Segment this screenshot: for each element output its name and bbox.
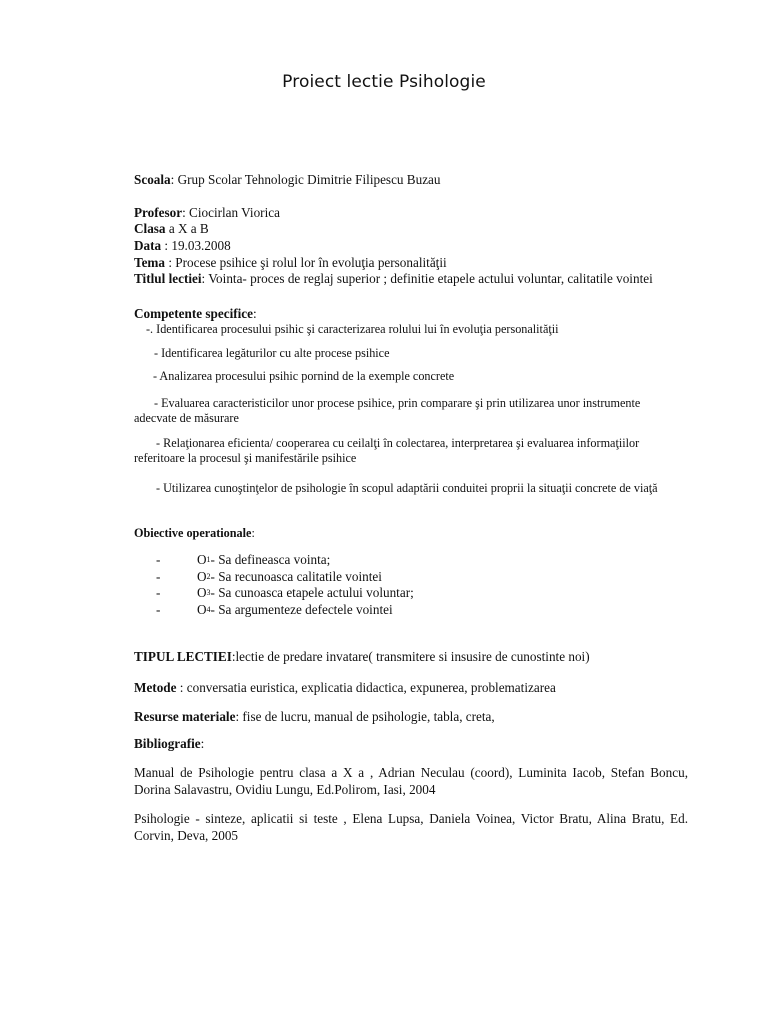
resurse-label: Resurse materiale — [134, 709, 236, 724]
obiective-list — [156, 552, 710, 618]
competente-suffix: : — [253, 306, 257, 321]
competenta-item: -. Identificarea procesului psihic şi caracterizarea rolului lui în evoluţia personalităţii — [146, 322, 559, 336]
resurse-line — [134, 709, 688, 725]
obiectiv-number: 4 — [206, 604, 211, 614]
obiectiv-code: O — [197, 552, 207, 567]
competenta-item: - Utilizarea cunoştinţelor de psihologie în scopul adaptării conduitei proprii la situaţii concrete de viaţă — [156, 481, 658, 495]
titlul-label: Titlul lectiei — [134, 271, 202, 286]
metode-line — [134, 680, 688, 696]
obiectiv-code: O — [197, 568, 207, 584]
tema-value: : Procese psihice şi rolul lor în evoluţia personalităţii — [165, 255, 447, 270]
profesor-line — [134, 205, 688, 221]
obiectiv-item — [156, 585, 710, 602]
document-title: Proiect lectie Psihologie — [282, 72, 486, 92]
titlul-value: : Vointa- proces de reglaj superior ; definitie etapele actului voluntar, calitatile vointei — [201, 271, 653, 286]
competenta-item: - Analizarea procesului psihic pornind de la exemple concrete — [153, 369, 455, 383]
resurse-value: : fise de lucru, manual de psihologie, tabla, creta, — [235, 709, 495, 724]
competenta-item: - Evaluarea caracteristicilor unor procese psihice, prin comparare şi prin utilizarea unor instrumente adecvate de măsurare — [134, 396, 641, 425]
tema-line — [134, 255, 688, 271]
obiectiv-number: 3 — [206, 588, 211, 597]
obiectiv-dash: - — [156, 552, 161, 567]
profesor-label: Profesor — [134, 205, 183, 220]
obiectiv-text: - Sa recunoasca calitatile vointei — [210, 568, 382, 584]
clasa-line — [134, 221, 688, 237]
bibliografie-item: Psihologie - sinteze, aplicatii si teste , Elena Lupsa, Daniela Voinea, Victor Bratu, Alina Bratu, Ed. Corvin, Deva, 2005 — [134, 811, 688, 843]
metode-label: Metode — [134, 680, 177, 695]
obiectiv-item — [156, 569, 710, 586]
obiectiv-text: - Sa defineasca vointa; — [210, 552, 331, 567]
bibliografie-heading — [134, 736, 688, 752]
tipul-value: :lectie de predare invatare( transmitere si insusire de cunostinte noi) — [231, 649, 590, 664]
scoala-line — [134, 172, 688, 188]
obiectiv-dash: - — [156, 601, 161, 617]
obiectiv-text: - Sa cunoasca etapele actului voluntar; — [210, 585, 414, 600]
metode-value: : conversatia euristica, explicatia didactica, expunerea, problematizarea — [176, 680, 556, 695]
scoala-value: : Grup Scolar Tehnologic Dimitrie Filipescu Buzau — [170, 172, 441, 187]
scoala-label: Scoala — [134, 172, 171, 187]
obiectiv-item — [156, 552, 710, 569]
data-value: : 19.03.2008 — [161, 238, 231, 253]
tipul-line — [134, 649, 688, 665]
obiective-label: Obiective operationale — [134, 526, 252, 540]
obiectiv-dash: - — [156, 568, 161, 584]
bibliografie-suffix: : — [200, 736, 205, 751]
obiective-suffix: : — [251, 526, 255, 540]
data-label: Data — [134, 238, 162, 253]
competente-label: Competente specifice — [134, 306, 254, 321]
competente-heading — [134, 306, 688, 322]
obiectiv-code: O — [197, 585, 207, 600]
obiectiv-text: - Sa argumenteze defectele vointei — [210, 601, 393, 617]
clasa-value: a X a B — [165, 221, 209, 236]
profesor-value: : Ciocirlan Viorica — [182, 205, 280, 220]
obiectiv-number: 1 — [206, 555, 211, 564]
tipul-label: TIPUL LECTIEI — [134, 649, 232, 664]
data-line — [134, 238, 688, 254]
bibliografie-label: Bibliografie — [134, 736, 201, 751]
obiectiv-number: 2 — [206, 571, 211, 581]
competenta-item: - Identificarea legăturilor cu alte procese psihice — [154, 346, 390, 360]
clasa-label: Clasa — [134, 221, 166, 236]
obiectiv-dash: - — [156, 585, 161, 600]
titlul-line — [134, 271, 664, 287]
tema-label: Tema — [134, 255, 166, 270]
obiective-heading — [134, 526, 688, 541]
obiectiv-item — [156, 602, 710, 619]
obiectiv-code: O — [197, 601, 207, 617]
competenta-item: - Relaţionarea eficienta/ cooperarea cu ceilalţi în colectarea, interpretarea şi evaluarea informaţiilor referitoare la procesul şi manifestările psihice — [134, 436, 640, 465]
bibliografie-item: Manual de Psihologie pentru clasa a X a , Adrian Neculau (coord), Luminita Iacob, Stefan Boncu, Dorina Salavastru, Ovidiu Lungu, Ed.Polirom, Iasi, 2004 — [134, 765, 688, 797]
